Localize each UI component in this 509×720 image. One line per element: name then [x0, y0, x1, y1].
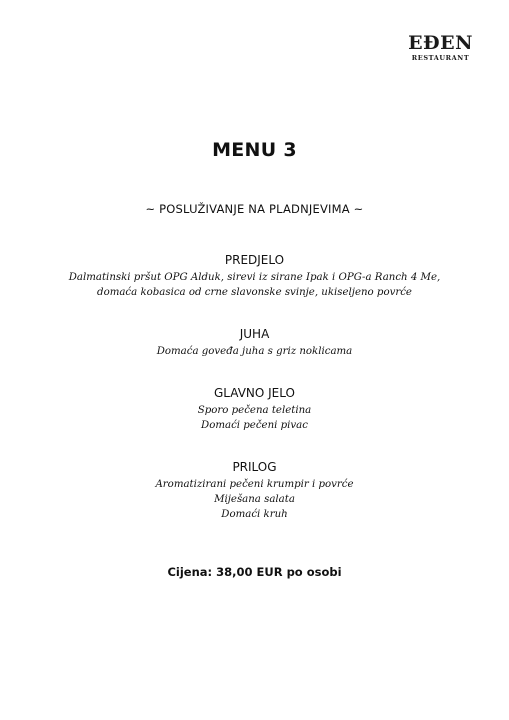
- menu-item: Domaći kruh: [221, 509, 288, 520]
- menu-item: Sporo pečena teletina: [197, 405, 312, 416]
- menu-item: Aromatizirani pečeni krumpir i povrće: [155, 479, 354, 490]
- logo-tagline: RESTAURANT: [411, 54, 470, 62]
- menu-item: Domaći pečeni pivac: [201, 420, 308, 431]
- section-heading: JUHA: [239, 327, 270, 341]
- menu-item: domaća kobasica od crne slavonske svinje, ukiseljeno povrće: [97, 287, 412, 298]
- section-prilog: [0, 459, 509, 522]
- section-heading: GLAVNO JELO: [214, 386, 295, 400]
- menu-item: Dalmatinski pršut OPG Alduk, sirevi iz sirane Ipak i OPG-a Ranch 4 Me,: [68, 272, 441, 283]
- section-glavno-jelo: [0, 385, 509, 433]
- section-juha: [0, 326, 509, 359]
- menu-item: Domaća goveđa juha s griz noklicama: [156, 346, 353, 357]
- section-heading: PRILOG: [232, 460, 277, 474]
- menu-subtitle: ~ POSLUŽIVANJE NA PLADNJEVIMA ~: [145, 202, 364, 216]
- section-predjelo: [0, 252, 509, 300]
- menu-item: Miješana salata: [214, 494, 295, 505]
- logo-wordmark: EĐEN: [408, 32, 473, 54]
- section-heading: PREDJELO: [224, 253, 285, 267]
- price-line: Cijena: 38,00 EUR po osobi: [167, 565, 342, 579]
- menu-title: MENU 3: [212, 139, 297, 161]
- restaurant-logo: [408, 33, 473, 62]
